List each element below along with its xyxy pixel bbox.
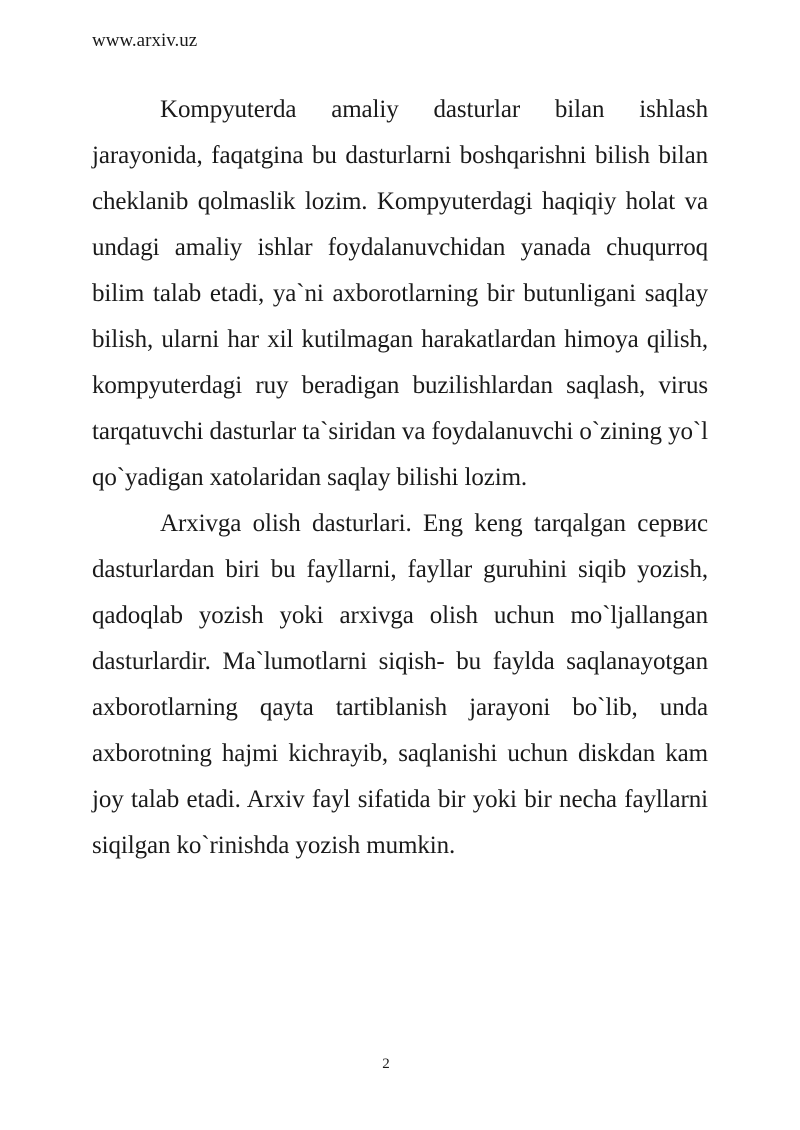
paragraph-2: Arxivga olish dasturlari. Eng keng tarqalgan сервис dasturlardan biri bu fayllarni, fayllar guruhini siqib yozish, qadoqlab yozish yoki arxivga olish uchun mo`ljallangan dasturlardir. Ma`lumotlarni siqish- bu faylda saqlanayotgan axborotlarning qayta tartiblanish jarayoni bo`lib, unda axborotning hajmi kichrayib, saqlanishi uchun diskdan kam joy talab etadi. Arxiv fayl sifatida bir yoki bir necha fayllarni siqilgan ko`rinishda yozish mumkin.: [92, 510, 708, 859]
paragraph-1: Kompyuterda amaliy dasturlar bilan ishlash jarayonida, faqatgina bu dasturlarni boshqarishni bilish bilan cheklanib qolmaslik lozim. Kompyuterdagi haqiqiy holat va undagi amaliy ishlar foydalanuvchidan yanada chuqurroq bilim talab etadi, ya`ni axborotlarning bir butunligani saqlay bilish, ularni har xil kutilmagan harakatlardan himoya qilish, kompyuterdagi ruy beradigan buzilishlardan saqlash, virus tarqatuvchi dasturlar ta`siridan va foydalanuvchi o`zining yo`l qo`yadigan xatolaridan saqlay bilishi lozim.: [92, 96, 708, 491]
page-number: 2: [382, 1056, 390, 1072]
document-body: [92, 87, 708, 869]
header-url: www.arxiv.uz: [92, 30, 198, 51]
